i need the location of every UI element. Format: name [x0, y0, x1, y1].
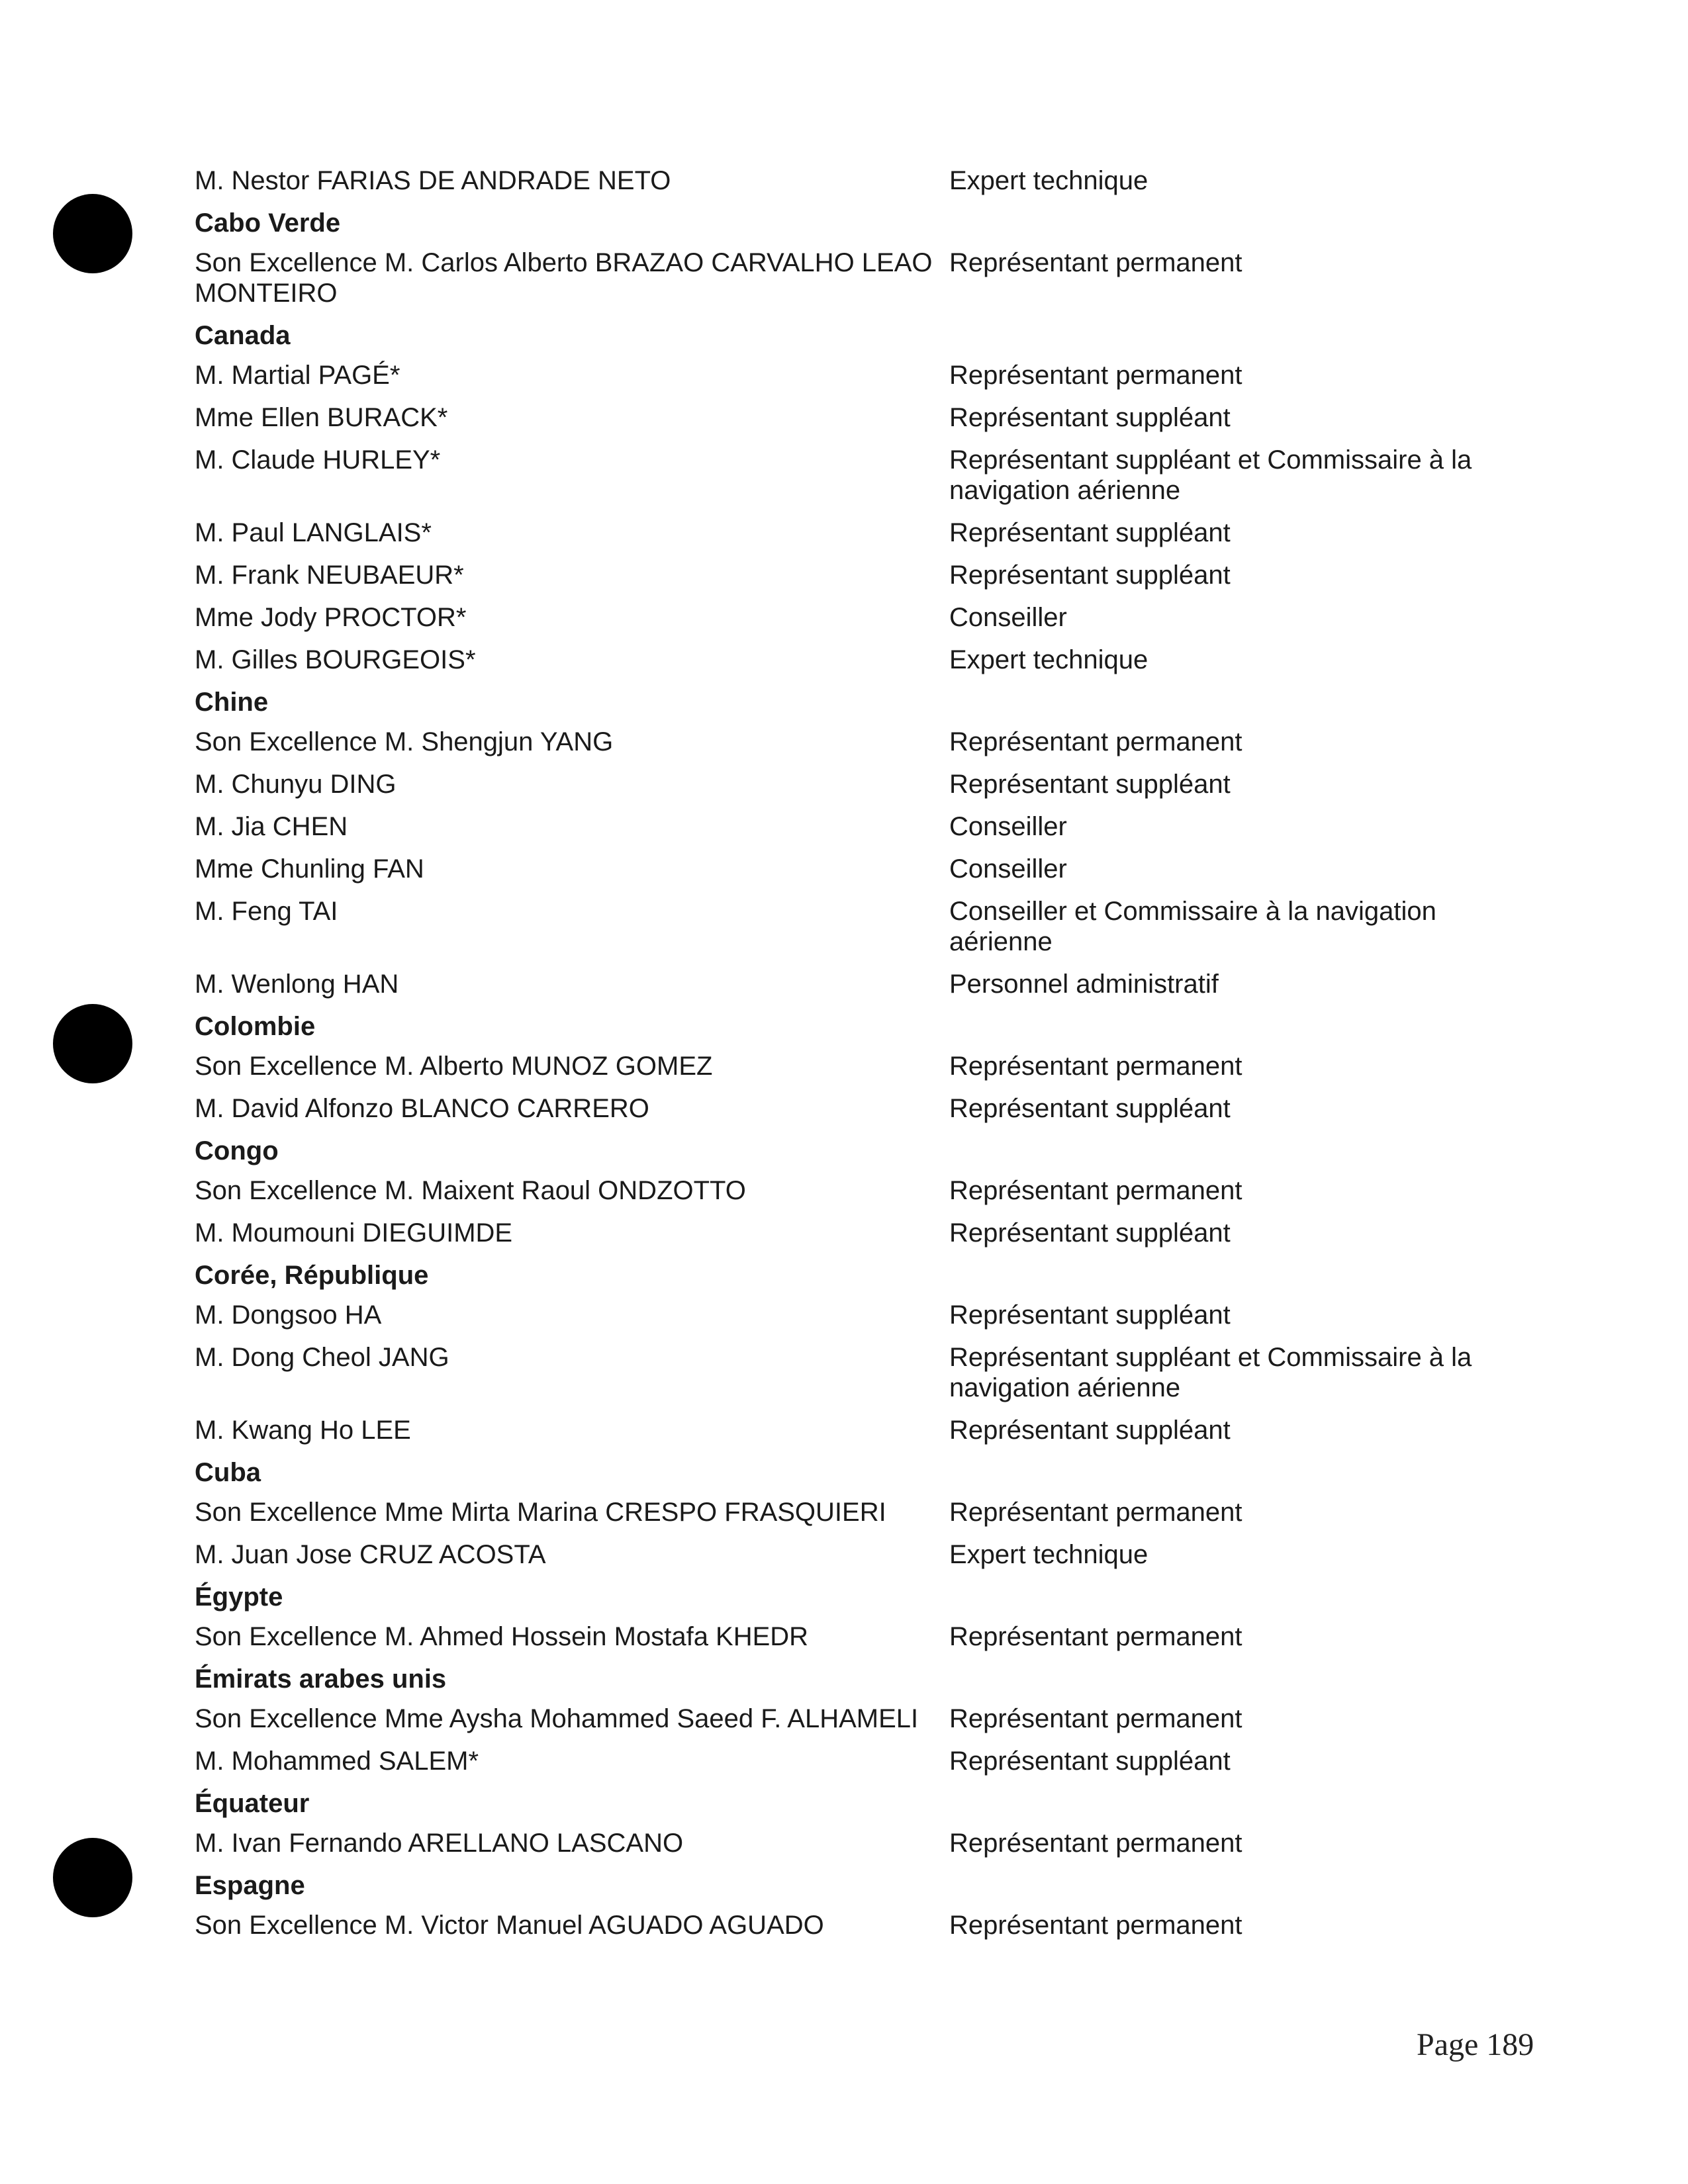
delegate-row — [195, 1093, 1519, 1124]
delegate-name: M. David Alfonzo BLANCO CARRERO — [195, 1094, 649, 1123]
delegate-role: Représentant permanent — [949, 1176, 1243, 1205]
country-heading: Équateur — [195, 1789, 310, 1818]
delegate-name: M. Dong Cheol JANG — [195, 1343, 449, 1372]
delegate-role: Représentant suppléant — [949, 518, 1231, 547]
delegate-name: M. Martial PAGÉ* — [195, 361, 400, 390]
country-heading: Égypte — [195, 1582, 283, 1612]
delegate-role: Représentant permanent — [949, 1911, 1243, 1940]
delegate-row — [195, 360, 1519, 390]
delegate-row — [195, 645, 1519, 675]
delegate-name: M. Juan Jose CRUZ ACOSTA — [195, 1540, 546, 1569]
delegate-role: Personnel administratif — [949, 970, 1219, 999]
delegate-row — [195, 1539, 1519, 1570]
delegate-name: Mme Chunling FAN — [195, 854, 424, 884]
delegate-row — [195, 1175, 1519, 1206]
delegate-role: Expert technique — [949, 645, 1149, 674]
delegate-role: Représentant permanent — [949, 248, 1243, 277]
delegate-name: Son Excellence Mme Mirta Marina CRESPO FRASQUIERI — [195, 1498, 886, 1527]
country-heading: Cuba — [195, 1458, 261, 1487]
delegate-name: Son Excellence M. Victor Manuel AGUADO AGUADO — [195, 1911, 824, 1940]
punch-hole-bottom — [53, 1838, 132, 1917]
delegate-name: Mme Ellen BURACK* — [195, 403, 448, 432]
delegate-name: Son Excellence M. Alberto MUNOZ GOMEZ — [195, 1052, 713, 1081]
country-heading: Cabo Verde — [195, 208, 341, 238]
delegate-row — [195, 1828, 1519, 1858]
delegate-name: Son Excellence M. Maixent Raoul ONDZOTTO — [195, 1176, 746, 1205]
delegate-row — [195, 1415, 1519, 1445]
delegate-role: Représentant suppléant et Commissaire à la navigation aérienne — [949, 1343, 1472, 1402]
delegate-role: Représentant permanent — [949, 1052, 1243, 1081]
delegate-row — [195, 165, 1519, 196]
delegate-role: Expert technique — [949, 1540, 1149, 1569]
delegate-name: M. Ivan Fernando ARELLANO LASCANO — [195, 1829, 684, 1858]
delegate-name: M. Jia CHEN — [195, 812, 348, 841]
delegate-row — [195, 518, 1519, 548]
delegate-row — [195, 560, 1519, 590]
country-heading: Corée, République — [195, 1261, 429, 1290]
delegate-role: Représentant suppléant — [949, 770, 1231, 799]
delegate-role: Conseiller — [949, 854, 1067, 884]
punch-hole-top — [53, 194, 132, 273]
delegate-row — [195, 811, 1519, 842]
country-heading: Colombie — [195, 1012, 316, 1041]
delegate-row — [195, 1342, 1519, 1403]
delegate-row — [195, 969, 1519, 999]
delegate-row — [195, 1218, 1519, 1248]
delegate-row — [195, 1497, 1519, 1527]
delegate-name: M. Wenlong HAN — [195, 970, 399, 999]
delegate-row — [195, 1910, 1519, 1940]
delegate-row — [195, 896, 1519, 957]
country-heading: Chine — [195, 688, 269, 717]
delegate-row — [195, 248, 1519, 308]
delegate-role: Représentant suppléant — [949, 1416, 1231, 1445]
delegate-row — [195, 402, 1519, 433]
delegate-name: M. Chunyu DING — [195, 770, 397, 799]
delegate-role: Représentant suppléant — [949, 1300, 1231, 1330]
delegate-row — [195, 1746, 1519, 1776]
delegate-row — [195, 854, 1519, 884]
delegate-role: Conseiller — [949, 812, 1067, 841]
country-heading: Canada — [195, 321, 291, 350]
delegate-name: M. Mohammed SALEM* — [195, 1747, 479, 1776]
delegate-name: Son Excellence M. Shengjun YANG — [195, 727, 614, 756]
delegate-name: Son Excellence M. Ahmed Hossein Mostafa KHEDR — [195, 1622, 809, 1651]
delegate-name: M. Nestor FARIAS DE ANDRADE NETO — [195, 166, 671, 195]
delegate-role: Expert technique — [949, 166, 1149, 195]
delegate-name: M. Claude HURLEY* — [195, 445, 441, 475]
delegate-role: Représentant permanent — [949, 361, 1243, 390]
delegate-name: M. Moumouni DIEGUIMDE — [195, 1218, 513, 1248]
page-number: Page 189 — [1417, 2027, 1534, 2062]
delegate-row — [195, 1704, 1519, 1734]
delegate-row — [195, 1051, 1519, 1081]
delegate-row — [195, 445, 1519, 506]
delegate-role: Représentant permanent — [949, 1704, 1243, 1733]
delegate-row — [195, 1300, 1519, 1330]
delegate-row — [195, 727, 1519, 757]
delegate-name: Mme Jody PROCTOR* — [195, 603, 467, 632]
delegate-name: M. Gilles BOURGEOIS* — [195, 645, 476, 674]
country-heading: Émirats arabes unis — [195, 1664, 447, 1694]
delegate-row — [195, 1621, 1519, 1652]
delegate-role: Représentant suppléant — [949, 403, 1231, 432]
delegate-role: Représentant suppléant et Commissaire à la navigation aérienne — [949, 445, 1472, 505]
delegate-role: Conseiller et Commissaire à la navigation aérienne — [949, 897, 1436, 956]
delegate-role: Conseiller — [949, 603, 1067, 632]
delegate-name: M. Paul LANGLAIS* — [195, 518, 432, 547]
delegate-name: M. Feng TAI — [195, 897, 338, 926]
delegate-role: Représentant permanent — [949, 1498, 1243, 1527]
punch-hole-middle — [53, 1004, 132, 1083]
delegate-row — [195, 602, 1519, 633]
delegate-role: Représentant suppléant — [949, 1747, 1231, 1776]
delegation-list — [195, 165, 1519, 1952]
delegate-role: Représentant permanent — [949, 727, 1243, 756]
delegate-name: M. Frank NEUBAEUR* — [195, 561, 464, 590]
delegate-row — [195, 769, 1519, 799]
delegate-name: Son Excellence Mme Aysha Mohammed Saeed F. ALHAMELI — [195, 1704, 919, 1733]
delegate-role: Représentant suppléant — [949, 1218, 1231, 1248]
country-heading: Espagne — [195, 1871, 305, 1900]
delegate-role: Représentant suppléant — [949, 1094, 1231, 1123]
delegate-name: Son Excellence M. Carlos Alberto BRAZAO CARVALHO LEAO MONTEIRO — [195, 248, 933, 308]
delegate-role: Représentant suppléant — [949, 561, 1231, 590]
delegate-name: M. Dongsoo HA — [195, 1300, 382, 1330]
delegate-name: M. Kwang Ho LEE — [195, 1416, 411, 1445]
delegate-role: Représentant permanent — [949, 1829, 1243, 1858]
delegate-role: Représentant permanent — [949, 1622, 1243, 1651]
country-heading: Congo — [195, 1136, 279, 1165]
